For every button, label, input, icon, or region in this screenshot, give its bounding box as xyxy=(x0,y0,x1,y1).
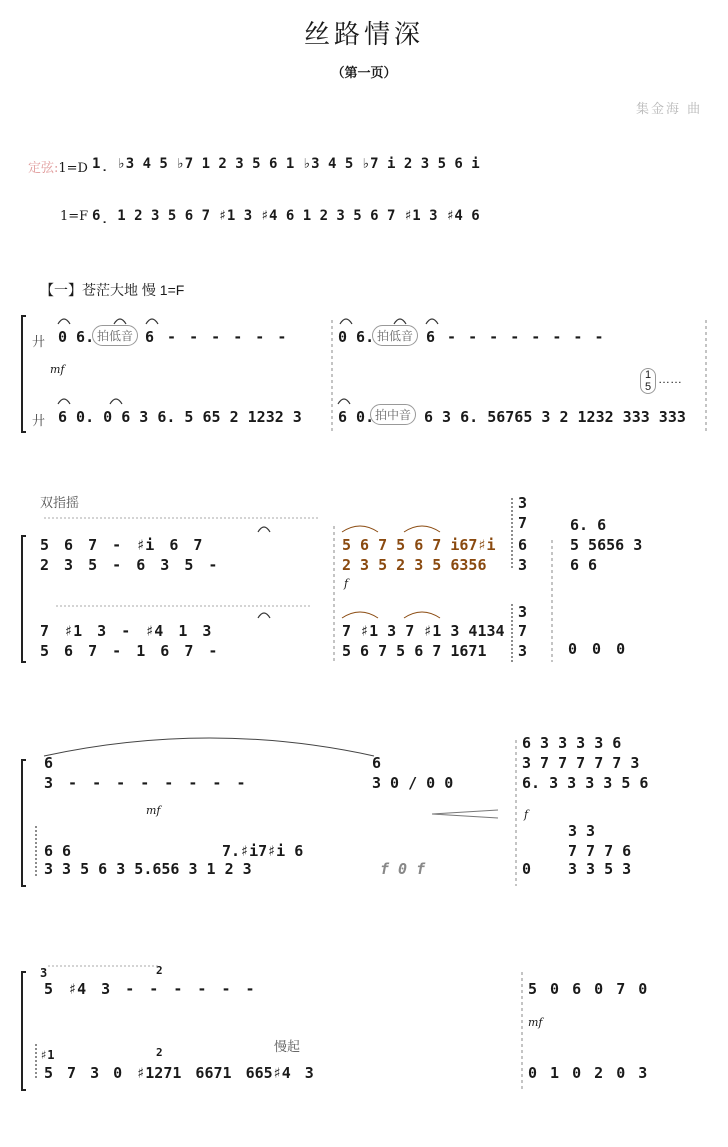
s1-top-d: 6 - - - - - - - - xyxy=(426,328,604,346)
s3-bot-e: 0 xyxy=(522,860,532,878)
s2-col-7: 7 xyxy=(518,514,528,532)
s4-tempo: 慢起 xyxy=(274,1040,301,1055)
hairpin xyxy=(432,810,498,818)
s2-col-6: 6 xyxy=(518,536,528,554)
s1-circled-a: 拍低音 xyxy=(92,325,138,346)
s4-top-a: 3 xyxy=(40,966,48,980)
s2-top-d: 2 3 5 2 3 5 6356 xyxy=(342,556,487,574)
s4-bot-c: 0 1 0 2 0 3 xyxy=(528,1064,648,1082)
section-1-title: 【一】苍茫大地 慢 1=F xyxy=(40,282,185,298)
s3-bot-chords-3: 3 3 5 3 xyxy=(568,860,632,878)
s3-dynamic-mf: mf xyxy=(146,804,161,817)
s2-bot-c: 7 ♯1 3 7 ♯1 3 4134 xyxy=(342,622,505,640)
s2-bot-e: 3 xyxy=(518,603,528,621)
s3-dynamic-f: f xyxy=(524,808,529,821)
score-title: 丝路情深 xyxy=(303,20,424,50)
barlines xyxy=(332,320,706,1090)
s2-top-e: 6. 6 xyxy=(570,516,607,534)
s4-top-b: 5 ♯4 3 - - - - - - xyxy=(44,980,255,998)
tuning-label-text: 定弦: xyxy=(28,161,59,176)
s4-top-c: 5 0 6 0 7 0 xyxy=(528,980,648,998)
page-label: （第一页） xyxy=(331,66,397,81)
tuning-row-2: 6̣ 1 2 3 5 6 7 ♯1 3 ♯4 6 1 2 3 5 6 7 ♯1 3 ♯4 6 xyxy=(92,208,480,224)
s1-tremolo-dots: …… xyxy=(658,372,682,386)
composer-credit: 集金海 曲 xyxy=(636,102,703,117)
s3-chord-3: 6. 3 3 3 3 5 6 xyxy=(522,774,649,792)
phrase-arc xyxy=(44,738,374,756)
s1-tremolo-top: 1 xyxy=(644,369,652,381)
s2-top-f: 5 5656 3 xyxy=(570,536,643,554)
s1-bot-a: 6 0. 0 6 3 6. 5 65 2 1232 3 xyxy=(58,408,302,426)
s3-top-c: 6 xyxy=(372,754,382,772)
s3-bot-c: 7.♯i7♯i 6 xyxy=(222,842,304,860)
slurs xyxy=(342,526,440,618)
s1-tremolo-bottom: 5 xyxy=(644,381,652,393)
s3-top-a: 6 xyxy=(44,754,54,772)
s3-bot-d: f 0 f xyxy=(380,860,426,878)
s1-circled-c: 拍中音 xyxy=(370,404,416,425)
s2-col-3b: 3 xyxy=(518,556,528,574)
tremolo-waves xyxy=(36,498,512,1080)
s2-bot-g: 3 xyxy=(518,642,528,660)
s1-top-c: 0 6. xyxy=(338,328,375,346)
s3-chord-1: 6 3 3 3 3 6 xyxy=(522,734,622,752)
s3-bot-chords-1: 3 3 xyxy=(568,822,596,840)
s2-bot-b: 5 6 7 - 1 6 7 - xyxy=(40,642,218,660)
s2-bot-f: 7 xyxy=(518,622,528,640)
s3-bot-b: 3 3 5 6 3 5.656 3 1 2 3 xyxy=(44,860,252,878)
s3-bot-a: 6 6 xyxy=(44,842,72,860)
s2-top-a: 5 6 7 - ♯i 6 7 xyxy=(40,536,203,554)
s4-bot-b: 5 7 3 0 ♯1271 6671 665♯4 3 xyxy=(44,1064,314,1082)
s2-col-3: 3 xyxy=(518,494,528,512)
s4-dynamic: mf xyxy=(528,1016,543,1029)
s1-dynamic: mf xyxy=(50,363,65,376)
s3-bot-chords-2: 7 7 7 6 xyxy=(568,842,632,860)
s1-bot-b: 6 0. xyxy=(338,408,375,426)
tuning-key-2: 1=F xyxy=(60,209,89,224)
tuning-row-1: 1̣ ♭3 4 5 ♭7 1 2 3 5 6 1 ♭3 4 5 ♭7 i 2 3 5 6 i xyxy=(92,156,480,172)
s1-bot-c: 6 3 6. 56765 3 2 1232 333 333 xyxy=(424,408,686,426)
s4-bot-a: ♯1 xyxy=(40,1048,55,1062)
system-brackets xyxy=(22,316,26,1090)
s2-top-g: 6 6 xyxy=(570,556,598,574)
s3-chord-2: 3 7 7 7 7 7 3 xyxy=(522,754,640,772)
s3-top-b: 3 - - - - - - - - xyxy=(44,774,246,792)
s2-top-b: 2 3 5 - 6 3 5 - xyxy=(40,556,218,574)
s2-dynamic: f xyxy=(344,577,349,590)
fermatas xyxy=(58,319,438,618)
s2-top-c: 5 6 7 5 6 7 i67♯i xyxy=(342,536,496,554)
harp-marker-bottom: 廾 xyxy=(32,414,46,429)
s3-top-d: 3 0 / 0 0 xyxy=(372,774,454,792)
s2-technique: 双指摇 xyxy=(40,496,80,511)
s4-bot-grace: 2 xyxy=(156,1046,163,1059)
s1-top-a: 0 6. xyxy=(58,328,95,346)
s2-bot-d: 5 6 7 5 6 7 1671 xyxy=(342,642,487,660)
s1-circled-b: 拍低音 xyxy=(372,325,418,346)
s2-bot-a: 7 ♯1 3 - ♯4 1 3 xyxy=(40,622,212,640)
harp-marker-top: 廾 xyxy=(32,335,46,350)
s4-top-grace: 2 xyxy=(156,964,163,977)
tuning-key-1: 1=D xyxy=(58,161,88,176)
s2-bot-zeros: 0 0 0 xyxy=(568,640,626,658)
s1-top-b: 6 - - - - - - xyxy=(145,328,287,346)
